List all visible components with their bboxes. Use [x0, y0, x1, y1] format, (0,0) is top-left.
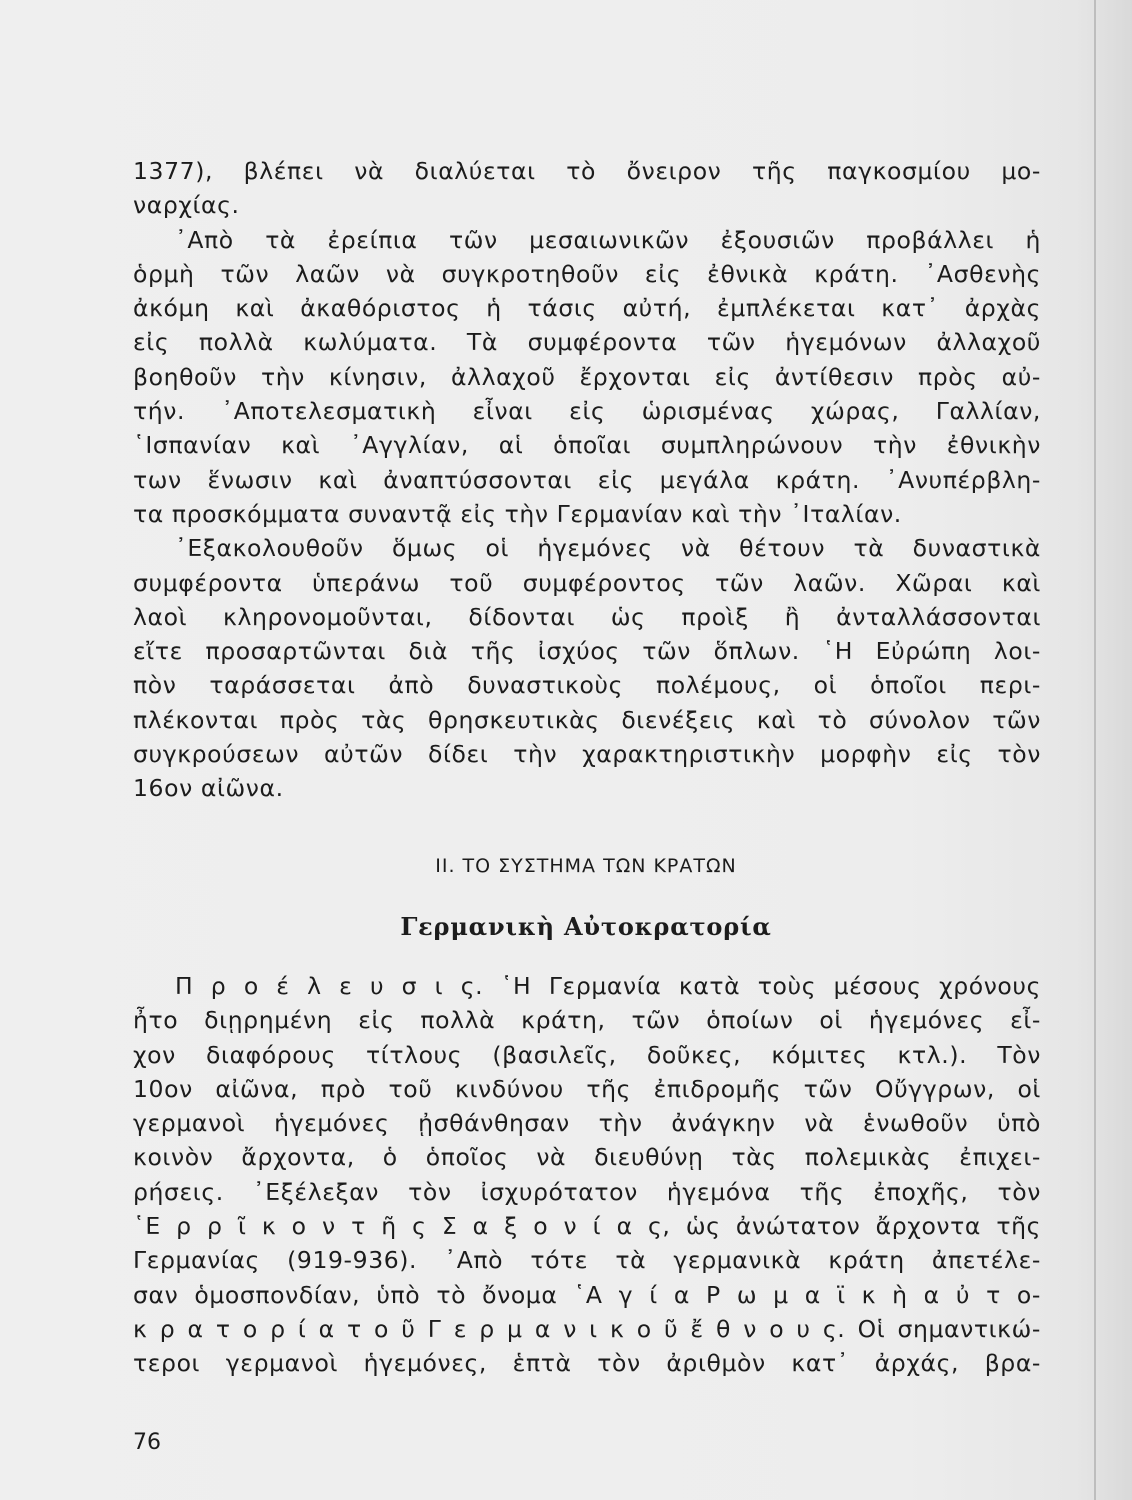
- text-line: γερμανοὶ ἡγεμόνες ᾐσθάνθησαν τὴν ἀνάγκην νὰ ἑνωθοῦν ὑπὸ: [133, 1109, 1041, 1138]
- text-block-bottom: [133, 969, 1041, 1381]
- text-line: των ἕνωσιν καὶ ἀναπτύσσονται εἰς μεγάλα κράτη. ᾿Ανυπέρβλη-: [133, 465, 1041, 494]
- text-line: 10ον αἰῶνα, πρὸ τοῦ κινδύνου τῆς ἐπιδρομῆς τῶν Οὔγγρων, οἱ: [133, 1074, 1041, 1103]
- text-line: ὁρμὴ τῶν λαῶν νὰ συγκροτηθοῦν εἰς ἐθνικὰ κράτη. ᾿Ασθενὴς: [133, 259, 1041, 288]
- text-line: τήν. ᾿Αποτελεσματικὴ εἶναι εἰς ὡρισμένας χώρας, Γαλλίαν,: [133, 397, 1041, 426]
- text-line: εἴτε προσαρτῶνται διὰ τῆς ἰσχύος τῶν ὅπλων. ῾Η Εὐρώπη λοι-: [133, 637, 1041, 666]
- page-number: 76: [133, 1430, 161, 1455]
- text-line: κ ρ α τ ο ρ ί α τ ο ῦ Γ ε ρ μ α ν ι κ ο ῦ ἔ θ ν ο υ ς. Οἱ σημαντικώ-: [133, 1314, 1041, 1343]
- text-block-top: [133, 154, 1041, 806]
- text-line: Π ρ ο έ λ ε υ σ ι ς. ῾Η Γερμανία κατὰ τοὺς μέσους χρόνους: [175, 972, 1041, 1000]
- text-line: βοηθοῦν τὴν κίνησιν, ἀλλαχοῦ ἔρχονται εἰς ἀντίθεσιν πρὸς αὐ-: [133, 362, 1041, 391]
- text-line: κοινὸν ἄρχοντα, ὁ ὁποῖος νὰ διευθύνῃ τὰς πολεμικὰς ἐπιχει-: [133, 1143, 1041, 1172]
- text-line: ἀκόμη καὶ ἀκαθόριστος ἡ τάσις αὐτή, ἐμπλέκεται κατ᾿ ἀρχὰς: [133, 294, 1041, 323]
- text-line: ρήσεις. ᾿Εξέλεξαν τὸν ἰσχυρότατον ἡγεμόνα τῆς ἐποχῆς, τὸν: [133, 1177, 1041, 1206]
- text-line: χον διαφόρους τίτλους (βασιλεῖς, δοῦκες, κόμιτες κτλ.). Τὸν: [133, 1040, 1041, 1069]
- text-line: εἰς πολλὰ κωλύματα. Τὰ συμφέροντα τῶν ἡγεμόνων ἀλλαχοῦ: [133, 328, 1041, 357]
- text-line: ῾Ε ρ ρ ῖ κ ο ν τ ῆ ς Σ α ξ ο ν ί α ς, ὡς ἀνώτατον ἄρχοντα τῆς: [133, 1212, 1041, 1241]
- text-line: σαν ὁμοσπονδίαν, ὑπὸ τὸ ὄνομα ῾Α γ ί α Ρ ω μ α ϊ κ ὴ α ὐ τ ο-: [133, 1280, 1041, 1309]
- text-line: 1377), βλέπει νὰ διαλύεται τὸ ὄνειρον τῆς παγκοσμίου μο-: [133, 157, 1041, 185]
- text-line: πλέκονται πρὸς τὰς θρησκευτικὰς διενέξεις καὶ τὸ σύνολον τῶν: [133, 705, 1041, 734]
- text-line: συγκρούσεων αὐτῶν δίδει τὴν χαρακτηριστικὴν μορφὴν εἰς τὸν: [133, 740, 1041, 769]
- page-gutter: [1094, 0, 1096, 1500]
- text-line: 16ον αἰῶνα.: [133, 774, 284, 803]
- text-line: ᾿Απὸ τὰ ἐρείπια τῶν μεσαιωνικῶν ἐξουσιῶν προβάλλει ἡ: [175, 225, 1041, 254]
- text-line: Γερμανίας (919-936). ᾿Απὸ τότε τὰ γερμανικὰ κράτη ἀπετέλε-: [133, 1246, 1041, 1275]
- text-line: τεροι γερμανοὶ ἡγεμόνες, ἑπτὰ τὸν ἀριθμὸν κατ᾿ ἀρχάς, βρα-: [133, 1349, 1041, 1378]
- text-line: ῾Ισπανίαν καὶ ᾿Αγγλίαν, αἱ ὁποῖαι συμπληρώνουν τὴν ἐθνικὴν: [133, 431, 1041, 460]
- chapter-subheading: Γερμανικὴ Αὐτοκρατορία: [400, 912, 772, 941]
- text-line: συμφέροντα ὑπεράνω τοῦ συμφέροντος τῶν λαῶν. Χῶραι καὶ: [133, 568, 1041, 597]
- text-line: λαοὶ κληρονομοῦνται, δίδονται ὡς προὶξ ἢ ἀνταλλάσσονται: [133, 602, 1041, 631]
- text-line: ᾿Εξακολουθοῦν ὅμως οἱ ἡγεμόνες νὰ θέτουν τὰ δυναστικὰ: [175, 534, 1041, 563]
- text-line: ἦτο διῃρημένη εἰς πολλὰ κράτη, τῶν ὁποίων οἱ ἡγεμόνες εἶ-: [133, 1006, 1041, 1035]
- text-line: ναρχίας.: [133, 191, 240, 220]
- section-heading: II. ΤΟ ΣΥΣΤΗΜΑ ΤΩΝ ΚΡΑΤΩΝ: [435, 855, 737, 877]
- text-line: τα προσκόμματα συναντᾷ εἰς τὴν Γερμανίαν καὶ τὴν ᾿Ιταλίαν.: [133, 499, 902, 528]
- text-line: πὸν ταράσσεται ἀπὸ δυναστικοὺς πολέμους, οἱ ὁποῖοι περι-: [133, 671, 1041, 700]
